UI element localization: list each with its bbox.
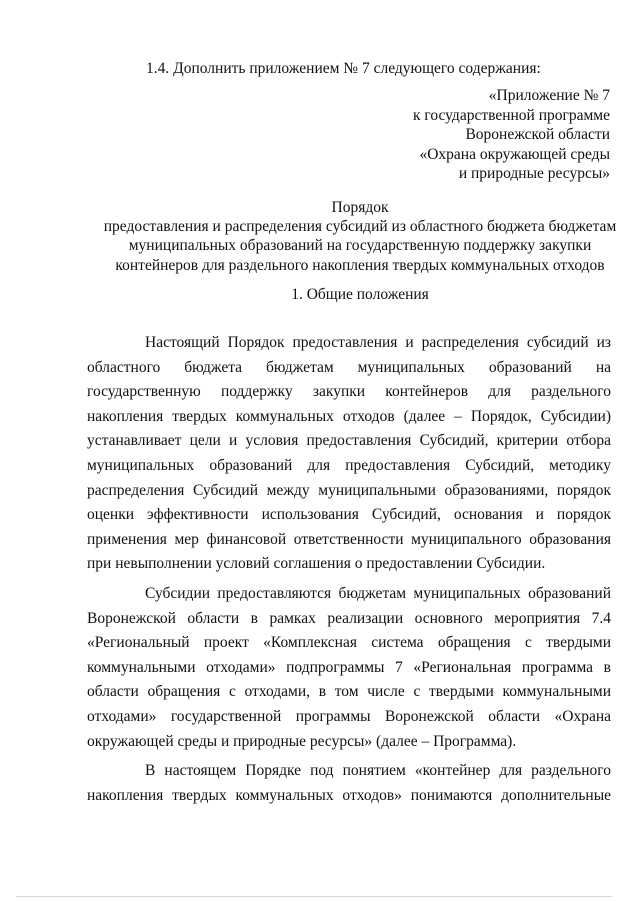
appendix-line: к государственной программе bbox=[412, 106, 610, 124]
appendix-line: «Приложение № 7 bbox=[488, 87, 610, 104]
paragraph-line: государственную поддержку закупки контейнеров для раздельного bbox=[87, 383, 611, 401]
title-line: предоставления и распределения субсидий из областного бюджета бюджетам bbox=[103, 218, 617, 236]
paragraph-line: распределения Субсидий между муниципальными образованиями, порядок bbox=[87, 481, 611, 499]
title-line: Порядок bbox=[331, 199, 389, 216]
paragraph-line: «Региональный проект «Комплексная система обращения с твердыми bbox=[87, 634, 611, 652]
paragraph-line: Настоящий Порядок предоставления и распределения субсидий из bbox=[145, 334, 611, 351]
appendix-header bbox=[413, 86, 610, 184]
title-line: контейнеров для раздельного накопления твердых коммунальных отходов bbox=[115, 256, 605, 274]
paragraph-line: коммунальными отходами» подпрограммы 7 «Региональная программа в bbox=[87, 658, 611, 676]
paragraph-line: накопления твердых коммунальных отходов» понимаются дополнительные bbox=[87, 786, 611, 804]
page-bottom-edge bbox=[16, 896, 612, 897]
paragraph-line: областного бюджета бюджетам муниципальных образований на bbox=[87, 358, 611, 376]
paragraph-line: оценки эффективности использования Субсидий, основания и порядок bbox=[87, 506, 611, 524]
paragraph-line: отходами» государственной программы Воронежской области «Охрана bbox=[87, 707, 611, 725]
paragraph-line: накопления твердых коммунальных отходов (далее – Порядок, Субсидии) bbox=[87, 407, 611, 425]
body-text bbox=[87, 331, 611, 808]
paragraph-line: устанавливает цели и условия предоставления Субсидий, критерии отбора bbox=[87, 432, 611, 450]
appendix-line: и природные ресурсы» bbox=[458, 165, 610, 182]
paragraph-1 bbox=[87, 331, 611, 577]
paragraph-line: при невыполнении условий соглашения о предоставлении Субсидии. bbox=[87, 555, 546, 573]
paragraph-line: окружающей среды и природные ресурсы» (далее – Программа). bbox=[87, 732, 517, 750]
paragraph-line: муниципальных образований для предоставления Субсидий, методику bbox=[87, 456, 611, 474]
paragraph-line: В настоящем Порядке под понятием «контейнер для раздельного bbox=[145, 762, 611, 780]
appendix-line: «Охрана окружающей среды bbox=[419, 145, 610, 163]
section-title: 1. Общие положения bbox=[291, 286, 429, 303]
paragraph-line: Субсидии предоставляются бюджетам муниципальных образований bbox=[145, 584, 611, 602]
paragraph-2 bbox=[87, 582, 611, 754]
paragraph-line: области обращения с отходами, в том числе с твердыми коммунальными bbox=[87, 683, 611, 701]
section-heading bbox=[80, 285, 640, 304]
document-title bbox=[80, 198, 640, 275]
paragraph-line: Воронежской области в рамках реализации основного мероприятия 7.4 bbox=[87, 609, 611, 627]
title-line: муниципальных образований на государственную поддержку закупки bbox=[128, 237, 592, 255]
appendix-line: Воронежской области bbox=[465, 126, 610, 143]
intro-line: 1.4. Дополнить приложением № 7 следующего содержания: bbox=[146, 60, 541, 77]
paragraph-line: применения мер финансовой ответственности муниципального образования bbox=[87, 530, 611, 548]
paragraph-3 bbox=[87, 759, 611, 808]
